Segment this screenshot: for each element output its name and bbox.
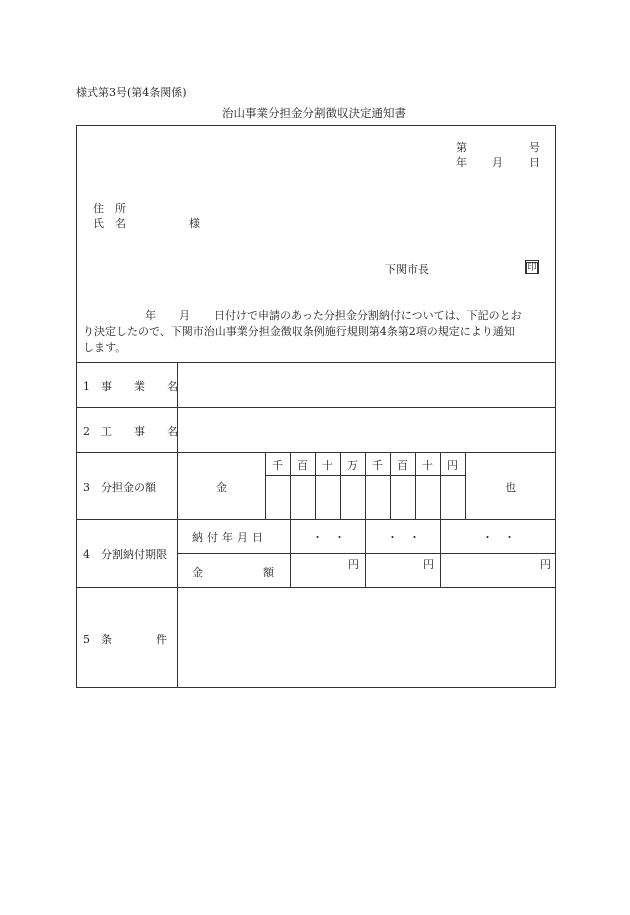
sama-label: 様: [189, 217, 200, 230]
amount-nari: 也: [505, 481, 516, 494]
row-label-construction: 2 工 事 名: [83, 425, 178, 438]
issuer: 下関市長: [385, 263, 429, 276]
body-line1: 日付けで申請のあった分担金分割納付については、下記のとお: [214, 309, 522, 322]
installment-col: [440, 519, 441, 587]
installment-yen-1: 円: [348, 558, 359, 571]
digit-man: 万: [347, 459, 358, 472]
row-label-project: 1 事 業 名: [83, 380, 178, 393]
row-divider: [76, 407, 556, 408]
header-tsuki: 月: [492, 156, 503, 169]
installment-divider: [177, 553, 556, 554]
header-hi: 日: [529, 156, 540, 169]
digit-hundred: 百: [397, 459, 408, 472]
row-label-amount: 3 分担金の額: [83, 481, 156, 494]
document-title: 治山事業分担金分割徴収決定通知書: [222, 106, 406, 120]
row-divider: [76, 452, 556, 453]
installment-amount-gaku: 額: [263, 566, 274, 579]
installment-date-2: ・ ・: [387, 531, 420, 544]
installment-yen-3: 円: [540, 558, 551, 571]
address-label: 住 所: [93, 202, 126, 215]
name-label: 氏 名: [93, 217, 126, 230]
body-line2: り決定したので、下関市治山事業分担金徴収条例施行規則第4条第2項の規定により通知: [83, 325, 515, 338]
digit-ten: 十: [422, 459, 433, 472]
body-line3: します。: [83, 341, 127, 354]
header-go: 号: [529, 141, 540, 154]
body-tsuki: 月: [179, 309, 190, 322]
digit-col: [465, 452, 466, 519]
digit-thousand: 千: [372, 459, 383, 472]
digit-yen: 円: [447, 459, 458, 472]
installment-col: [290, 519, 291, 587]
digit-thousand-man: 千: [272, 459, 283, 472]
installment-yen-2: 円: [423, 558, 434, 571]
row-label-deadline: 4 分割納付期限: [83, 548, 167, 561]
row-divider: [76, 587, 556, 588]
header-dai: 第: [456, 141, 467, 154]
body-nen: 年: [145, 309, 156, 322]
label-column-divider: [177, 362, 178, 688]
installment-date-1: ・ ・: [312, 531, 345, 544]
amount-kin: 金: [216, 481, 227, 494]
installment-date-label: 納付年月日: [192, 531, 267, 544]
installment-date-3: ・ ・: [482, 531, 515, 544]
form-label: 様式第3号(第4条関係): [76, 86, 187, 99]
digit-ten-man: 十: [322, 459, 333, 472]
digit-hundred-man: 百: [297, 459, 308, 472]
header-nen: 年: [456, 156, 467, 169]
installment-col: [365, 519, 366, 587]
row-divider: [76, 362, 556, 363]
seal-stamp: 印: [525, 260, 539, 274]
row-divider: [76, 519, 556, 520]
row-label-conditions: 5 条 件: [83, 633, 167, 646]
installment-amount-kin: 金: [192, 566, 203, 579]
